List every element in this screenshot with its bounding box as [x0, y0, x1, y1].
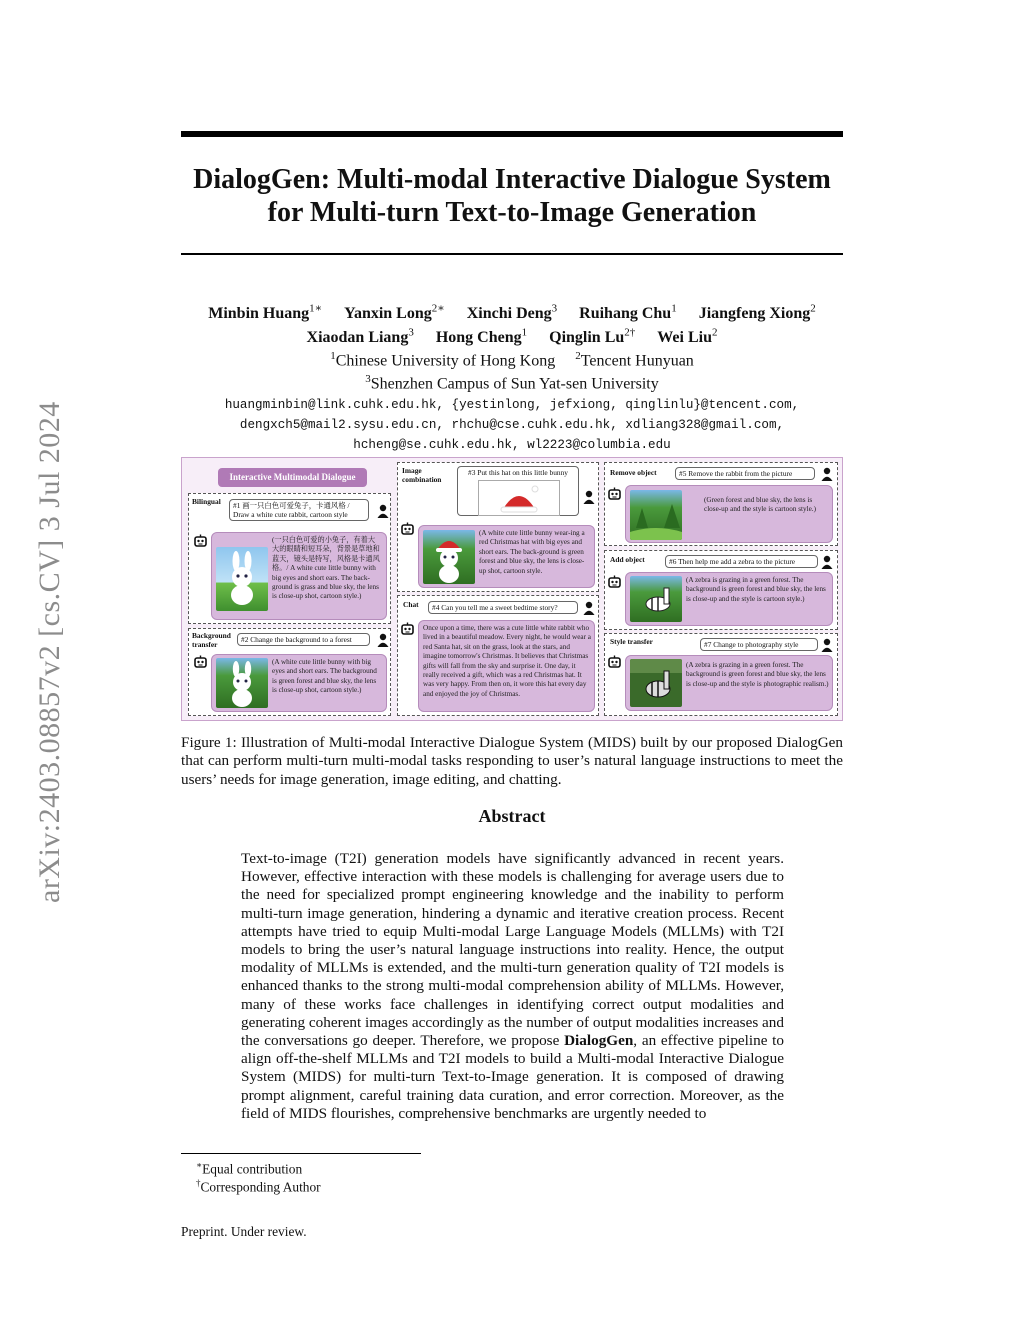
bunny-forest-image: [216, 658, 268, 708]
author-emails: [181, 395, 843, 455]
assistant-message: [211, 532, 387, 620]
email-line[interactable]: huangminbin@link.cuhk.edu.hk, {yestinlong, jefxiong, qinglinlu}@tencent.com,: [224, 398, 800, 413]
abstract-system-name: DialogGen: [564, 1032, 634, 1050]
abstract-body: Text-to-image (T2I) generation models have significantly advanced in recent years. However, effective interaction with these models is challenging for average users due to the need for specialized prompt engineering knowledge and the inability to perform multi-turn image generation, hindering a dynamic and iterative creation process. Recent attempts have tried to equip Multi-modal Large Language Models (MLLMs) with T2I models to bring the user’s natural language instructions into reality. Hence, the output modality of MLLMs is extended, and the multi-turn generation quality of T2I models is enhanced thanks to the strong multi-modal comprehension ability of MLLMs. However, many of these works face challenges in identifying correct output modalities and generating coherent images accordingly as the number of output modalities increases and the conversations go deeper. Therefore, we propose DialogGen, an effective pipeline to align off-the-shelf MLLMs and T2I models to build a Multi-modal Interactive Dialogue System (MIDS) for multi-turn Text-to-Image generation. It is composed of drawing prompt alignment, careful training data curation, and error correction. Moreover, as the field of MIDS flourishes, comprehensive benchmarks are urgently needed to: [241, 850, 784, 1122]
assistant-message-text: (A white cute little bunny wear-ing a red Christmas hat with big eyes and short ears. The back-ground is green forest and blue sky, the lens is close-up shot, cartoon style.: [479, 529, 585, 575]
figure-caption: Figure 1: Illustration of Multi-modal Interactive Dialogue System (MIDS) built by our proposed DialogGen that can perform multi-turn multi-modal tasks responding to user’s natural language instructions to meet the users’ needs for image generation, image editing, and chatting.: [181, 734, 843, 788]
author: Yanxin Long$^{2∗}$: [344, 303, 445, 323]
user-icon: [821, 555, 833, 569]
assistant-message: [418, 525, 595, 588]
title-bottom-rule: [181, 253, 843, 255]
robot-icon: [608, 575, 621, 589]
assistant-message: [418, 620, 595, 712]
assistant-message-text: (A zebra is grazing in a green forest. The background is green forest and blue sky, the lens is close-up and the style is photographic realism.): [686, 661, 829, 688]
user-icon: [377, 504, 389, 518]
author: Minbin Huang$^{1∗}$: [208, 303, 323, 323]
user-icon: [583, 490, 595, 504]
author: Ruihang Chu$^1$: [579, 303, 677, 323]
footnote-corresponding-author: †Corresponding Author: [196, 1178, 321, 1195]
assistant-message-text: (A white cute little bunny with big eyes and short ears. The background is green forest and blue sky, the lens is close-up shot, cartoon style.): [272, 658, 377, 695]
assistant-message-text: (一只白色可爱的小兔子，有着大大的眼睛和短耳朵，背景是草地和蓝天，镜头是特写，风格是卡通风格。/ A white cute little bunny with big eyes and short ears. The back-ground is grass and blue sky, the lens is close-up shot, cartoon style.): [272, 536, 380, 601]
author: Jiangfeng Xiong$^2$: [698, 303, 816, 323]
assistant-message-text: (Green forest and blue sky, the lens is close-up and the style is cartoon style.): [704, 496, 816, 514]
user-message: #3 Put this hat on this little bunny: [457, 466, 579, 516]
panel-image-combination: [397, 462, 599, 592]
assistant-message: [625, 655, 833, 711]
user-icon: [583, 601, 595, 615]
assistant-message: [211, 654, 387, 712]
zebra-photo-image: [630, 659, 682, 707]
panel-chat: [397, 595, 599, 716]
author: Qinglin $Lu^{2\dagger}$: [549, 326, 636, 346]
title-line-1: DialogGen: Multi-modal Interactive Dialogue System: [193, 164, 831, 195]
assistant-message: [625, 572, 833, 626]
zebra-cartoon-image: [630, 576, 682, 622]
robot-icon: [401, 622, 414, 636]
user-message: #2 Change the background to a forest: [237, 633, 370, 646]
paper-title: [181, 163, 843, 229]
panel-bilingual: [188, 493, 391, 624]
panel-add-object: [604, 550, 838, 630]
arxiv-identifier: arXiv:2403.08857v2 [cs.CV] 3 Jul 2024: [33, 401, 66, 903]
abstract-heading: Abstract: [478, 806, 546, 826]
author: Xinchi Deng$^3$: [466, 303, 558, 323]
title-top-rule: [181, 131, 843, 137]
figure-1: [181, 457, 843, 721]
affiliations-row-2: $^3$Shenzhen Campus of Sun Yat-sen University: [365, 372, 659, 393]
user-message: #4 Can you tell me a sweet bedtime story?: [428, 601, 578, 614]
user-message: #1 画一只白色可爱兔子，卡通风格 / Draw a white cute rabbit, cartoon style: [229, 499, 369, 521]
panel-background-transfer: [188, 628, 391, 716]
user-icon: [377, 633, 389, 647]
forest-image: [630, 490, 682, 540]
assistant-message-text: (A zebra is grazing in a green forest. The background is green forest and blue sky, the lens is close-up and the style is cartoon style.): [686, 576, 826, 603]
panel-label: Add object: [610, 555, 645, 564]
user-message: #6 Then help me add a zebra to the picture: [665, 555, 818, 568]
santa-hat-image: [478, 480, 560, 516]
bunny-image: [216, 547, 268, 611]
affiliations-row-1: $^1$Chinese University of Hong Kong $^2$Tencent Hunyuan: [330, 349, 694, 369]
bunny-hat-image: [423, 530, 475, 584]
user-message: #7 Change to photography style: [700, 638, 818, 651]
robot-icon: [194, 534, 207, 548]
panel-remove-object: [604, 462, 838, 546]
robot-icon: [608, 487, 621, 501]
panel-label: Image combination: [402, 466, 442, 484]
panel-label: Remove object: [610, 468, 657, 477]
title-line-2: for Multi-turn Text-to-Image Generation: [267, 197, 757, 228]
footnote-equal-contribution: ∗Equal contribution: [196, 1160, 303, 1177]
panel-label: Chat: [403, 600, 419, 609]
panel-label: Bilingual: [192, 497, 221, 506]
robot-icon: [608, 655, 621, 669]
panel-label: Style transfer: [610, 637, 653, 646]
email-line[interactable]: hcheng@se.cuhk.edu.hk, wl2223@columbia.edu: [353, 438, 671, 453]
robot-icon: [194, 655, 207, 669]
assistant-message-text: Once upon a time, there was a cute little white rabbit who lived in a beautiful meadow. Every night, he would wear a red Santa hat, sit on the grass, look at the stars, and imagine tomorrow's Christmas. It believes that Christmas gifts will fall from the sky and surprise it. One day, it really received a gift, which was a red Christmas hat. It was very happy. From then on, it wore this hat every day and enjoyed the joy of Christmas.: [423, 624, 591, 698]
author: Xiaodan Liang$^3$: [306, 326, 414, 346]
assistant-message: [625, 485, 833, 543]
user-message: #5 Remove the rabbit from the picture: [675, 467, 815, 480]
author-names-row-1: [181, 300, 843, 323]
footnote-rule: [181, 1153, 421, 1154]
preprint-note: Preprint. Under review.: [181, 1224, 307, 1239]
panel-style-transfer: [604, 633, 838, 716]
figure-header-pill: Interactive Multimodal Dialogue: [218, 468, 367, 487]
author: Hong Cheng$^1$: [435, 326, 528, 346]
robot-icon: [401, 522, 414, 536]
author-names-row-2: [181, 323, 843, 346]
user-icon: [821, 638, 833, 652]
email-line[interactable]: dengxch5@mail2.sysu.edu.cn, rhchu@cse.cuhk.edu.hk, xdliang328@gmail.com,: [239, 418, 785, 433]
author: Wei Liu$^2$: [657, 326, 718, 346]
user-icon: [821, 467, 833, 481]
panel-label: Background transfer: [192, 631, 231, 649]
author-block: [181, 300, 843, 455]
